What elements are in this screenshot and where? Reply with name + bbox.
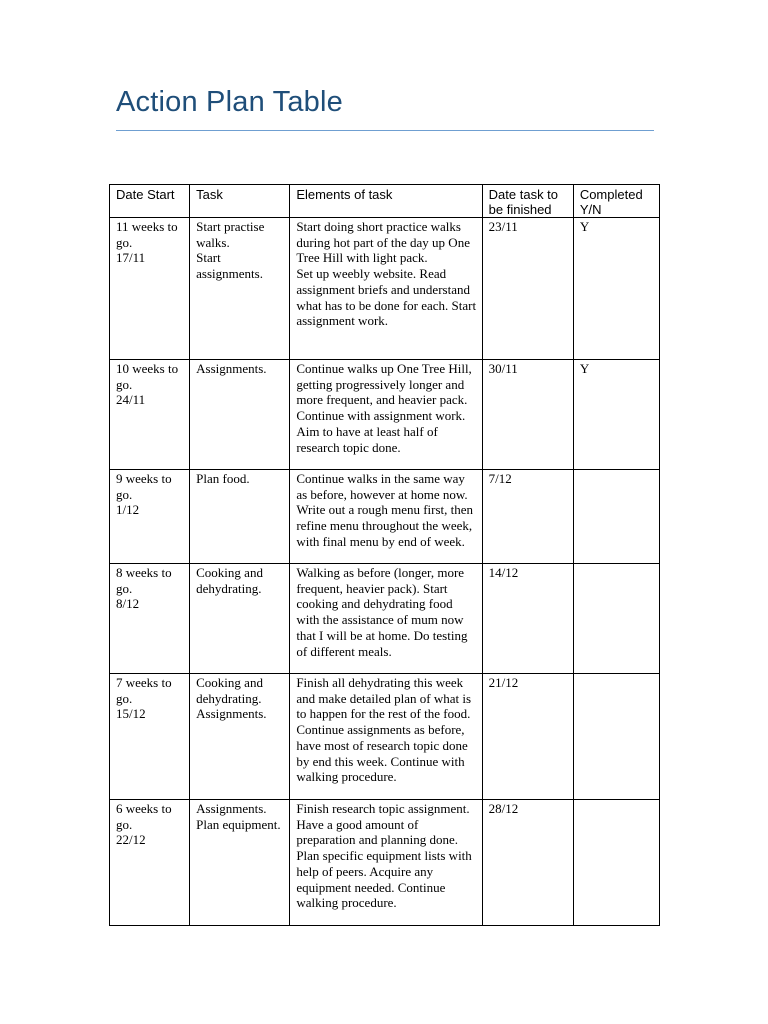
elements-cell	[290, 218, 482, 360]
weeks-to-go: 11 weeks to go.	[116, 219, 178, 250]
header-elements-of-task: Elements of task	[290, 185, 482, 218]
task-cell	[190, 470, 290, 564]
date-start-cell	[110, 218, 190, 360]
task-cell	[190, 564, 290, 674]
date-finished-cell: 23/11	[482, 218, 573, 360]
header-date-start: Date Start	[110, 185, 190, 218]
date-start-cell	[110, 470, 190, 564]
date-start-cell	[110, 800, 190, 926]
header-completed: Completed Y/N	[573, 185, 659, 218]
elements-text: Set up weebly website. Read assignment briefs and understand what has to be done for each. Start assignment work.	[296, 266, 477, 329]
date-start-cell	[110, 360, 190, 470]
task-text: Start assignments.	[196, 250, 263, 282]
start-date: 17/11	[116, 250, 146, 266]
elements-text: Start doing short practice walks during hot part of the day up One Tree Hill with light pack.	[296, 219, 470, 266]
table-row	[110, 218, 660, 360]
task-cell	[190, 674, 290, 800]
date-finished-cell: 30/11	[482, 360, 573, 470]
table-row	[110, 800, 660, 926]
task-text: Assignments.	[196, 706, 267, 722]
elements-text: Continue walks in the same way as before, however at home now. Write out a rough menu first, then refine menu throughout the week, with final menu by end of week.	[296, 471, 474, 549]
header-date-to-finish: Date task to be finished	[482, 185, 573, 218]
elements-cell	[290, 470, 482, 564]
start-date: 8/12	[116, 596, 140, 612]
weeks-to-go: 6 weeks to go.	[116, 801, 172, 832]
elements-cell	[290, 564, 482, 674]
elements-cell	[290, 800, 482, 926]
task-text: Cooking and dehydrating.	[196, 565, 263, 596]
elements-cell	[290, 674, 482, 800]
elements-text: Walking as before (longer, more frequent, heavier pack). Start cooking and dehydrating food with the assistance of mum now that I will be at home. Do testing of different meals.	[296, 565, 468, 659]
completed-cell: Y	[573, 218, 659, 360]
elements-cell	[290, 360, 482, 470]
date-start-cell	[110, 674, 190, 800]
table-row	[110, 470, 660, 564]
task-text: Assignments.	[196, 361, 267, 376]
elements-text: Finish research topic assignment. Have a good amount of preparation and planning done.	[296, 801, 470, 848]
completed-cell	[573, 800, 659, 926]
date-finished-cell: 21/12	[482, 674, 573, 800]
title-underline	[116, 130, 654, 131]
task-cell	[190, 360, 290, 470]
table-row	[110, 674, 660, 800]
elements-text: Plan specific equipment lists with help of peers. Acquire any equipment needed. Continue walking procedure.	[296, 848, 472, 911]
date-start-cell	[110, 564, 190, 674]
task-cell	[190, 800, 290, 926]
task-text: Plan equipment.	[196, 816, 281, 832]
weeks-to-go: 9 weeks to go.	[116, 471, 172, 502]
start-date: 1/12	[116, 502, 140, 518]
date-finished-cell: 14/12	[482, 564, 573, 674]
elements-text: Continue walks up One Tree Hill, getting progressively longer and more frequent, and heavier pack. Continue with assignment work. Aim to have at least half of research topic done.	[296, 361, 472, 455]
task-text: Plan food.	[196, 471, 250, 486]
completed-cell: Y	[573, 360, 659, 470]
completed-cell	[573, 470, 659, 564]
start-date: 15/12	[116, 706, 146, 722]
task-cell	[190, 218, 290, 360]
weeks-to-go: 7 weeks to go.	[116, 675, 172, 706]
page-title: Action Plan Table	[116, 86, 343, 118]
start-date: 24/11	[116, 392, 146, 408]
table-row	[110, 564, 660, 674]
elements-text: Finish all dehydrating this week and make detailed plan of what is to happen for the rest of the food. Continue assignments as before, have most of research topic done by end this week. Continue with walking procedure.	[296, 675, 472, 785]
completed-cell	[573, 674, 659, 800]
date-finished-cell: 28/12	[482, 800, 573, 926]
table-header-row	[110, 185, 660, 218]
weeks-to-go: 8 weeks to go.	[116, 565, 172, 596]
start-date: 22/12	[116, 832, 146, 848]
header-task: Task	[190, 185, 290, 218]
task-text: Assignments.	[196, 801, 267, 816]
weeks-to-go: 10 weeks to go.	[116, 361, 179, 392]
date-finished-cell: 7/12	[482, 470, 573, 564]
task-text: Start practise walks.	[196, 219, 265, 250]
completed-cell	[573, 564, 659, 674]
table-row	[110, 360, 660, 470]
action-plan-table	[109, 184, 660, 926]
task-text: Cooking and dehydrating.	[196, 675, 263, 706]
